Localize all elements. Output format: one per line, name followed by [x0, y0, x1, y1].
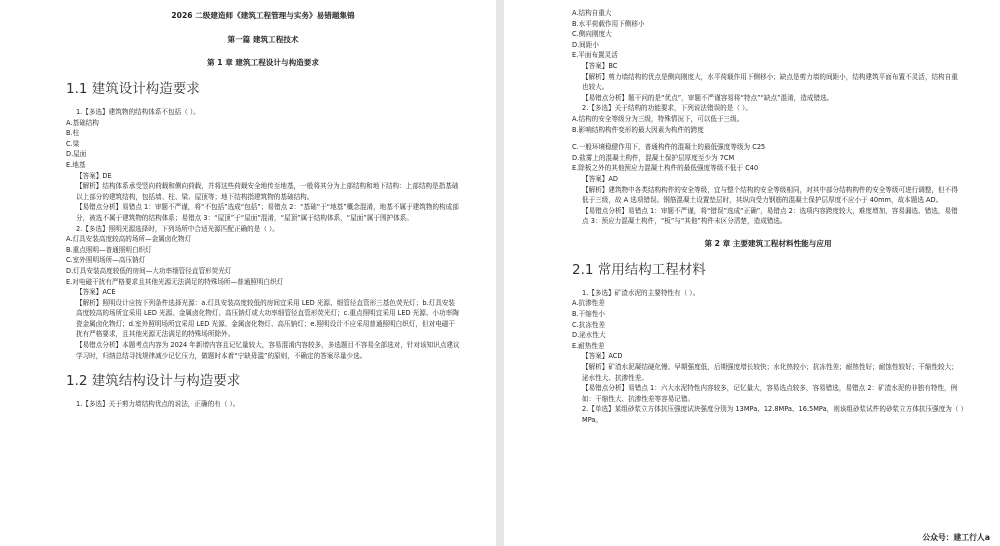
- question-option: D.泌水性大: [572, 331, 606, 340]
- section-title: 1.2 建筑结构设计与构造要求: [66, 373, 241, 390]
- analysis: 【解析】剪力墙结构的优点是侧向刚度大，水平荷载作用下侧移小；缺点是剪力墙的间距小，结构建筑平面布置不灵活，结构自重也较大。: [582, 72, 958, 92]
- question-option: B.影响结构构件变形的最大因素为构件的跨度: [572, 125, 704, 134]
- error-analysis: 【易错点分析】易错点 1：审题不严谨，将“不包括”选成“包括”；易错点 2：“基础”于“地基”概念混淆，地基不属于建筑物的构成部分，被选不属于建筑物的结构体系；易错点 3：“屋顶”于“屋面”混淆，“屋顶”属于结构体系，“屋面”属于围护体系。: [76, 203, 459, 222]
- question-option: B.柱: [66, 129, 80, 138]
- question-option: C.室外照明场所—高压钠灯: [66, 256, 146, 265]
- analysis: 【解析】建筑物中各类结构构件的安全等级，宜与整个结构的安全等级相同，对其中部分结构构件的安全等级可进行调整，但不得低于三级，故 A 选项错误。钢筋混凝土设置垫层时，其纵向受力钢筋的混凝土保护层厚度不应小于 40mm，故本题选 AD。: [582, 185, 958, 205]
- question-stem: 2.【多选】关于结构的功能要求，下列说法错误的是（ ）。: [582, 104, 752, 113]
- document-title: 2026 二级建造师《建筑工程管理与实务》易错题集锦: [171, 11, 355, 20]
- question-stem: 1.【多选】关于剪力墙结构优点的说法，正确的有（ ）。: [76, 400, 240, 409]
- section-title: 2.1 常用结构工程材料: [572, 261, 706, 278]
- question-option: C.抗冻性差: [572, 320, 606, 329]
- question-stem: 1.【多选】矿渣水泥的主要特性有（ ）。: [582, 288, 700, 297]
- error-analysis: 【易错点分析】易错点 1：审题不严谨，将“错误”选成“正确”，易错点 2：选项内容跨度较大，难度增加，容易漏选、错选，易错点 3：预应力混凝土构件，“板”与“其他”构件未区分清楚，造成错选。: [582, 206, 958, 226]
- part-title: 第一篇 建筑工程技术: [227, 35, 299, 44]
- question-option: E.对电磁干扰有严格要求且其他光源无法满足的特殊场所—普通照明白织灯: [66, 277, 284, 286]
- question-option: A.基础结构: [66, 118, 99, 127]
- document-page-right: [504, 0, 1000, 546]
- answer: 【答案】DE: [76, 171, 112, 180]
- chapter-title: 第 2 章 主要建筑工程材料性能与应用: [704, 238, 832, 248]
- section-title: 1.1 建筑设计构造要求: [66, 81, 200, 97]
- question-option: B.干缩性小: [572, 310, 605, 319]
- question-option: E.除板之外的其他预应力混凝土构件的最低强度等级不低于 C40: [572, 164, 759, 173]
- blank-gap: [572, 135, 964, 142]
- question-option: A.结构自重大: [572, 9, 612, 17]
- answer: 【答案】ACE: [76, 288, 116, 297]
- question-stem: 2.【单选】某组砂浆立方体抗压强度试块强度分别为 13MPa、12.8MPa、16.5MPa，则该组砂浆试件的砂浆立方体抗压强度为（ ）MPa。: [582, 405, 964, 424]
- analysis: 【解析】照明设计应按下列条件选择光源：a.灯具安装高度较低的房间宜采用 LED 光源、细管径直管形三基色荧光灯；b.灯具安装高度较高的场所宜采用 LED 光源、金属卤化物灯、高压钠灯或大功率细管径直管形荧光灯；c.重点照明宜采用 LED 光源、小功率陶瓷金属卤化物灯；d.室外照明场所宜采用 LED 光源、金属卤化物灯、高压钠灯；e.照明设计不应采用普通照明白织灯，但对电磁干扰有严格要求，且其他光源无法满足的特殊场所除外。: [76, 298, 459, 339]
- error-analysis: 【易错点分析】题干问的是“优点”，审题不严谨容易将“特点”“缺点”混淆，造成错选。: [582, 93, 834, 102]
- question-option: D.盐雾上的混凝土构件，混凝土保护层厚度至少为 7CM: [572, 153, 735, 162]
- question-option: D.间距小: [572, 40, 599, 49]
- question-stem: 2.【多选】照明光源选择时，下列场所中合适光源匹配正确的是（ ）。: [76, 224, 279, 233]
- question-option: E.地基: [66, 160, 86, 169]
- document-page-left: [0, 0, 496, 546]
- question-option: B.水平荷载作用下侧移小: [572, 19, 645, 28]
- question-option: C.梁: [66, 139, 80, 148]
- question-option: A.抗渗性差: [572, 299, 605, 308]
- question-option: E.平面布置灵活: [572, 51, 618, 60]
- answer: 【答案】ACD: [582, 352, 623, 361]
- question-option: A.灯具安装高度较高的场所—金属卤化物灯: [66, 235, 192, 244]
- question-option: D.屋面: [66, 150, 87, 159]
- question-option: C.侧向刚度大: [572, 30, 612, 39]
- question-option: A.结构的安全等级分为三级，特殊情况下，可以低于三级。: [572, 114, 744, 123]
- question-option: C.一般环境稳健作用下，普通构件的混凝土的最低强度等级为 C25: [572, 143, 766, 152]
- question-option: E.耐热性差: [572, 341, 605, 350]
- analysis: 【解析】结构体系承受竖向荷载和侧向荷载，并将这些荷载安全地传至地基，一般将其分为上部结构和地下结构：上部结构是指基础以上部分的建筑结构，包括墙、柱、梁、屋顶等；地下结构指建筑物的基础结构。: [76, 182, 459, 201]
- chapter-title: 第 1 章 建筑工程设计与构造要求: [207, 58, 319, 67]
- answer: 【答案】AD: [582, 174, 618, 183]
- question-option: B.重点照明—普通照明白织灯: [66, 245, 152, 254]
- page-gutter: [496, 0, 504, 546]
- footer-wechat-account: 公众号：建工行人a: [922, 533, 990, 542]
- error-analysis: 【易错点分析】本题考点内容为 2024 年新增内容且记忆量较大，容易混淆内容较多，多选题目不容易全部选对，针对该知识点建议学习时，归纳总结寻找规律减少记忆压力，做题时本着“宁缺毋滥”的原则，不确定的答案尽量少选。: [76, 341, 460, 360]
- question-stem: 1.【多选】建筑物的结构体系不包括（ ）。: [76, 108, 200, 116]
- question-option: D.灯具安装高度较低的房间—大功率细管径直管形荧光灯: [66, 266, 232, 275]
- error-analysis: 【易错点分析】易错点 1：六大水泥特性内容较多，记忆量大，容易选点较多，容易错选，易错点 2：矿渣水泥的非独有特性，例如：干缩性大、抗渗性差等容易记错。: [582, 384, 958, 403]
- analysis: 【解析】矿渣水泥凝结硬化慢、早期强度低，后期强度增长较快；水化热较小；抗冻性差；耐热性好；耐蚀性较好；干缩性较大；泌水性大、抗渗性差。: [582, 363, 958, 382]
- answer: 【答案】BC: [582, 61, 618, 70]
